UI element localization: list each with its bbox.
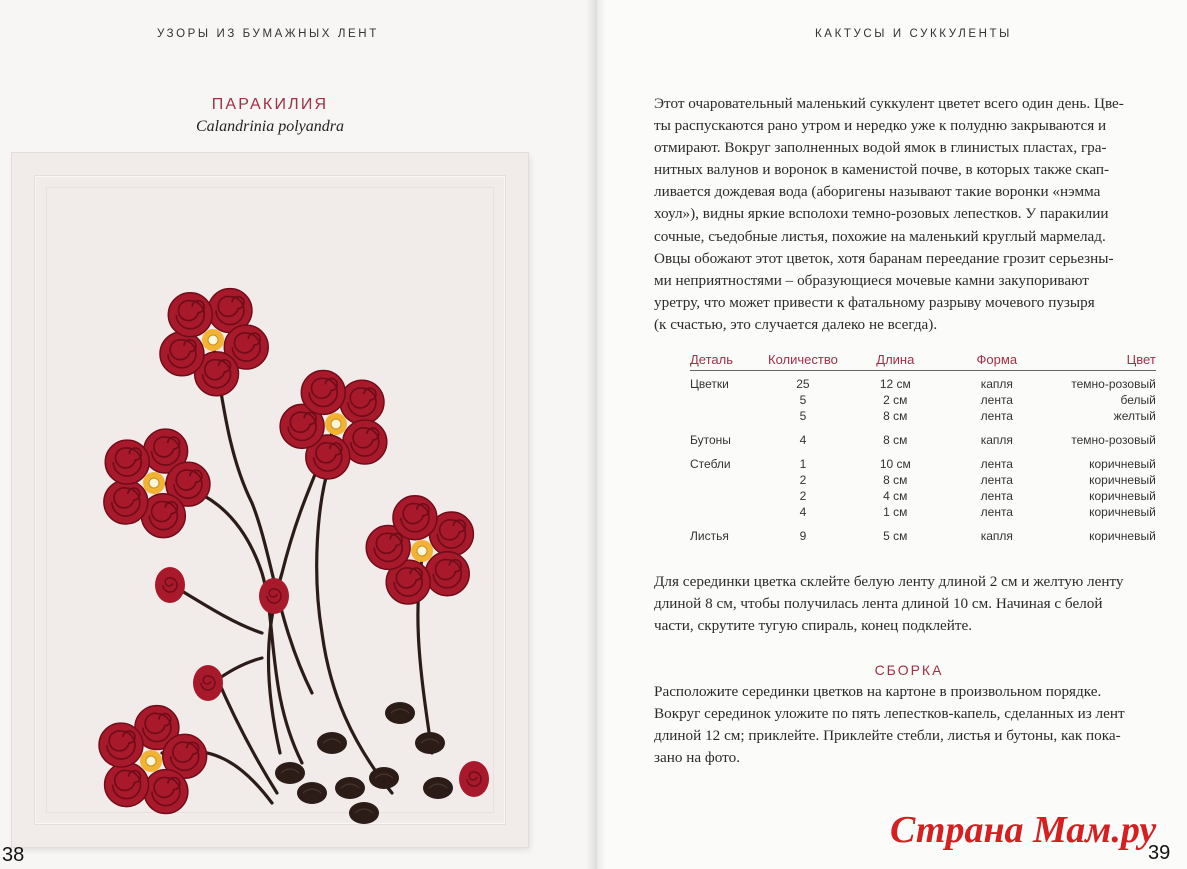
latin-name: Calandrinia polyandra bbox=[195, 118, 344, 135]
table-cell-len: 8 см bbox=[883, 473, 908, 487]
table-cell-shape: лента bbox=[980, 457, 1013, 471]
text-line: Для серединки цветка склейте белую ленту длиной 2 см и желтую ленту bbox=[654, 573, 1124, 590]
table-row bbox=[690, 505, 1156, 521]
text-line: ми неприятностями – образующиеся мочевые камни закупоривают bbox=[654, 271, 1089, 289]
table-cell-part bbox=[690, 393, 768, 409]
table-cell-qty: 5 bbox=[799, 409, 807, 423]
leaf bbox=[415, 732, 445, 754]
table-cell-shape: лента bbox=[980, 473, 1013, 487]
table-cell-qty: 2 bbox=[799, 473, 807, 487]
table-row bbox=[690, 489, 1156, 505]
text-line: (к счастью, это случается далеко не всегда). bbox=[654, 315, 938, 333]
table-cell-color: коричневый bbox=[1089, 489, 1156, 503]
quilled-flowers-illustration bbox=[12, 153, 528, 847]
table-cell-len: 2 см bbox=[883, 393, 908, 407]
header-quantity: Количество bbox=[768, 352, 838, 371]
bud bbox=[155, 567, 185, 603]
table-cell-qty: 4 bbox=[799, 433, 807, 447]
assembly-heading: СБОРКА bbox=[874, 662, 944, 678]
table-cell-len: 4 см bbox=[883, 489, 908, 503]
table-cell-shape: лента bbox=[980, 409, 1013, 423]
book-gutter bbox=[586, 0, 606, 869]
table-cell-part: Бутоны bbox=[690, 433, 731, 447]
page-number-left: 38 bbox=[2, 844, 25, 866]
table-row bbox=[690, 409, 1156, 425]
table-cell-color: коричневый bbox=[1089, 457, 1156, 471]
table-cell-part: Цветки bbox=[690, 377, 729, 391]
leaf bbox=[385, 702, 415, 724]
plant-name: ПАРАКИЛИЯ bbox=[211, 96, 329, 113]
text-line: отмирают. Вокруг заполненных водой ямок в глинистых пластах, гра- bbox=[654, 139, 1107, 157]
text-line: уретру, что может привести к фатальному разрыву мочевого пузыря bbox=[654, 293, 1095, 311]
watermark-logo: Страна Мам.ру bbox=[890, 809, 1157, 851]
table-row bbox=[690, 449, 1156, 473]
table-cell-qty: 25 bbox=[796, 377, 810, 391]
leaf bbox=[275, 762, 305, 784]
table-cell-part: Листья bbox=[690, 529, 729, 543]
quilling-card-photo bbox=[12, 153, 528, 847]
stem bbox=[172, 585, 262, 633]
text-line: сочные, съедобные листья, похожие на маленький круглый мармелад. bbox=[654, 227, 1106, 245]
leaf bbox=[349, 802, 379, 824]
page-number-right: 39 bbox=[1148, 842, 1171, 864]
table-cell-color: темно-розовый bbox=[1071, 433, 1156, 447]
table-cell-shape: капля bbox=[980, 529, 1013, 543]
table-cell-color: коричневый bbox=[1089, 529, 1156, 543]
table-cell-shape: лента bbox=[980, 489, 1013, 503]
table-cell-qty: 1 bbox=[799, 457, 807, 471]
running-head-right: КАКТУСЫ И СУККУЛЕНТЫ bbox=[815, 28, 1012, 40]
materials-table bbox=[690, 352, 1156, 545]
flower-center-coil bbox=[146, 756, 156, 766]
text-line: нитных валунов и воронок в каменистой почве, в которых также скап- bbox=[654, 161, 1110, 179]
header-length: Длина bbox=[838, 352, 953, 371]
table-cell-len: 8 см bbox=[883, 433, 908, 447]
table-cell-color: темно-розовый bbox=[1071, 377, 1156, 391]
leaf bbox=[369, 767, 399, 789]
table-cell-color: желтый bbox=[1113, 409, 1156, 423]
leaf bbox=[317, 732, 347, 754]
table-cell-part bbox=[690, 473, 768, 489]
table-row bbox=[690, 425, 1156, 449]
table-cell-qty: 4 bbox=[799, 505, 807, 519]
text-line: длиной 12 см; приклейте. Приклейте стебли, листья и бутоны, как пока- bbox=[654, 727, 1121, 745]
table-cell-color: белый bbox=[1120, 393, 1156, 407]
table-cell-qty: 2 bbox=[799, 489, 807, 503]
table-cell-len: 8 см bbox=[883, 409, 908, 423]
text-line: Овцы обожают этот цветок, хотя баранам переедание грозит серьезны- bbox=[654, 249, 1114, 267]
bud bbox=[259, 578, 289, 614]
table-cell-part bbox=[690, 489, 768, 505]
leaf bbox=[335, 777, 365, 799]
table-cell-part bbox=[690, 505, 768, 521]
bud bbox=[193, 665, 223, 701]
table-cell-qty: 9 bbox=[799, 529, 807, 543]
leaf bbox=[297, 782, 327, 804]
table-cell-shape: капля bbox=[980, 377, 1013, 391]
table-cell-len: 1 см bbox=[883, 505, 908, 519]
flower-center-coil bbox=[417, 546, 427, 556]
table-header-row bbox=[690, 352, 1156, 371]
table-cell-part: Стебли bbox=[690, 457, 731, 471]
table-cell-part bbox=[690, 409, 768, 425]
text-line: зано на фото. bbox=[654, 749, 740, 767]
header-color: Цвет bbox=[1041, 352, 1156, 371]
table-row bbox=[690, 521, 1156, 545]
table-cell-len: 10 см bbox=[879, 457, 911, 471]
table-cell-color: коричневый bbox=[1089, 505, 1156, 519]
running-head-left: УЗОРЫ ИЗ БУМАЖНЫХ ЛЕНТ bbox=[157, 28, 379, 40]
table-row bbox=[690, 371, 1156, 394]
text-line: Вокруг серединок уложите по пять лепестков-капель, сделанных из лент bbox=[654, 705, 1125, 723]
text-line: Этот очаровательный маленький суккулент цветет всего один день. Цве- bbox=[654, 95, 1124, 112]
flower-center-coil bbox=[331, 419, 341, 429]
text-line: длиной 8 см, чтобы получилась лента длиной 10 см. Начиная с белой bbox=[654, 595, 1103, 613]
table-cell-shape: лента bbox=[980, 505, 1013, 519]
text-line: ливается дождевая вода (аборигены называют такие воронки «нэмма bbox=[654, 183, 1101, 201]
header-shape: Форма bbox=[953, 352, 1041, 371]
header-part: Деталь bbox=[690, 352, 768, 371]
flower-center-coil bbox=[208, 335, 218, 345]
table-cell-shape: лента bbox=[980, 393, 1013, 407]
table-row bbox=[690, 393, 1156, 409]
leaf bbox=[423, 777, 453, 799]
text-line: Расположите серединки цветков на картоне в произвольном порядке. bbox=[654, 683, 1102, 700]
assembly-paragraph bbox=[654, 681, 1164, 769]
bud bbox=[459, 761, 489, 797]
table-cell-len: 5 см bbox=[883, 529, 908, 543]
table-cell-shape: капля bbox=[980, 433, 1013, 447]
flower-center-coil bbox=[149, 478, 159, 488]
table-cell-qty: 5 bbox=[799, 393, 807, 407]
text-line: ты распускаются рано утром и нередко уже к полудню закрываются и bbox=[654, 117, 1107, 135]
table-row bbox=[690, 473, 1156, 489]
text-line: хоул»), видны яркие всполохи темно-розовых лепестков. У паракилии bbox=[654, 205, 1109, 223]
intro-paragraph bbox=[654, 93, 1164, 336]
table-cell-color: коричневый bbox=[1089, 473, 1156, 487]
flower-center-instructions bbox=[654, 571, 1164, 637]
text-line: части, скрутите тугую спираль, конец подклейте. bbox=[654, 617, 973, 635]
table-cell-len: 12 см bbox=[879, 377, 911, 391]
